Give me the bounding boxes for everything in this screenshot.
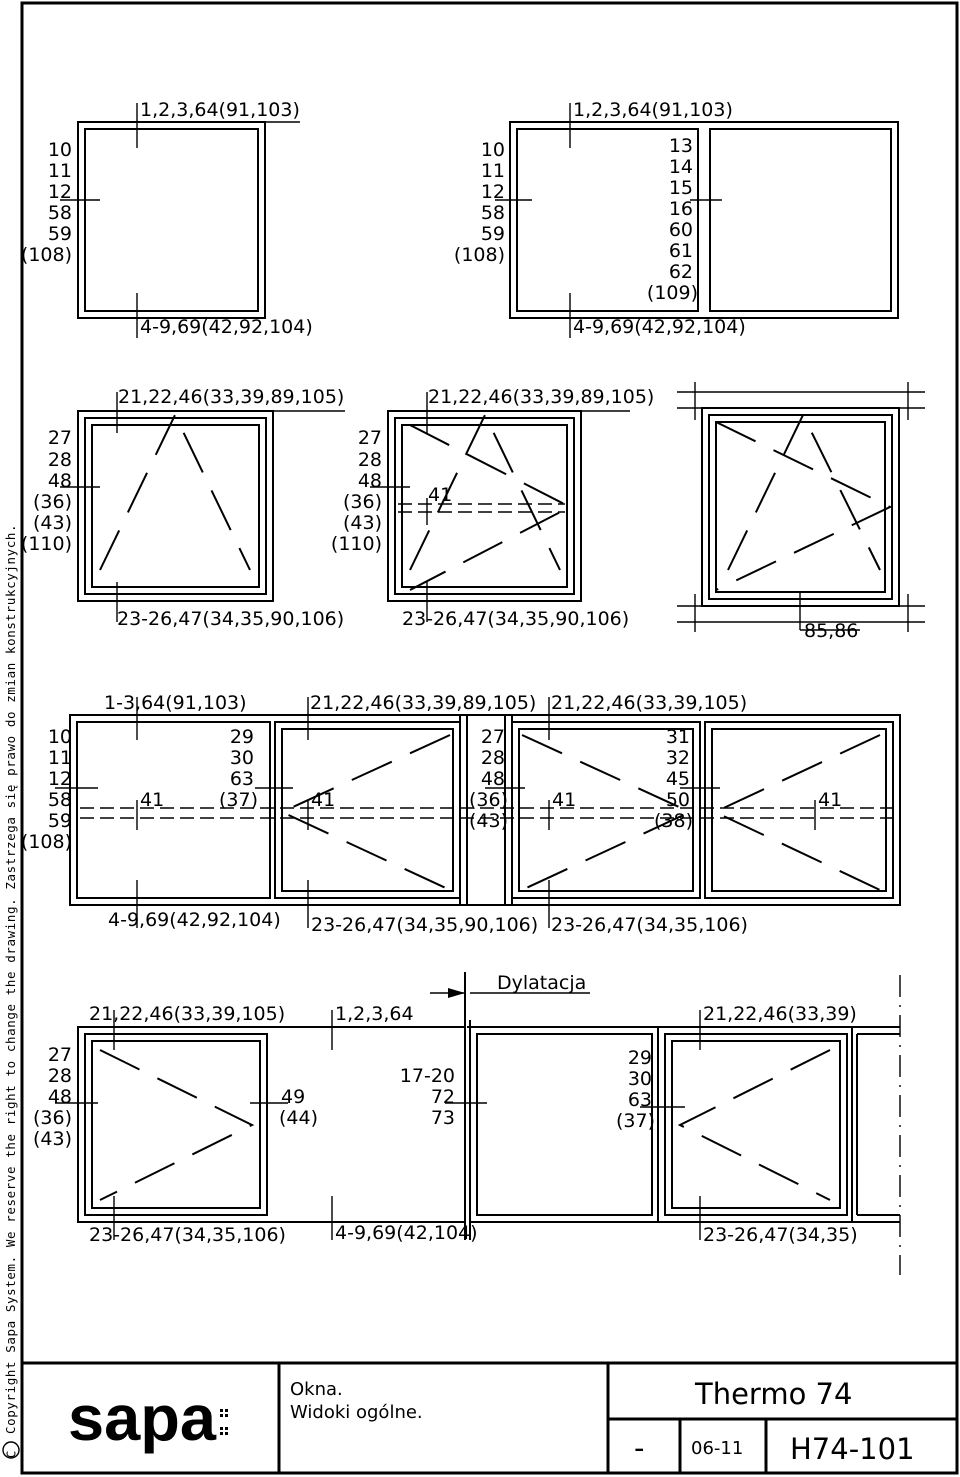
v4-handle-label: 41 xyxy=(428,484,453,506)
v6-mullion1-labels xyxy=(219,726,258,811)
v5-bottom-label: 85,86 xyxy=(804,620,859,642)
svg-text:28: 28 xyxy=(357,449,382,471)
svg-text:12: 12 xyxy=(480,181,505,203)
v6-bottom-label-2: 23-26,47(34,35,90,106) xyxy=(311,914,539,936)
view-tilt-window xyxy=(21,386,345,630)
view-fixed-window-with-mullion xyxy=(454,99,898,338)
v7-bottom-label-3: 23-26,47(34,35) xyxy=(703,1224,858,1246)
svg-text:13: 13 xyxy=(668,135,693,157)
svg-text:15: 15 xyxy=(668,177,693,199)
svg-text:17-20: 17-20 xyxy=(399,1065,455,1087)
svg-text:27: 27 xyxy=(47,1044,72,1066)
svg-text:59: 59 xyxy=(480,223,505,245)
svg-text:48: 48 xyxy=(357,470,382,492)
svg-text:58: 58 xyxy=(480,202,505,224)
view-fixed-window xyxy=(21,99,313,338)
svg-text:60: 60 xyxy=(668,219,693,241)
v6-top-label-1: 1-3,64(91,103) xyxy=(104,692,247,714)
svg-text:62: 62 xyxy=(668,261,693,283)
svg-text:58: 58 xyxy=(47,789,72,811)
v2-bottom-label: 4-9,69(42,92,104) xyxy=(573,316,746,338)
copyright-text: Copyright Sapa System. We reserve the right to change the drawing. Zastrzega się prawo do zmian konstrukcyjnych. xyxy=(3,523,18,1434)
v7-mullion3-labels xyxy=(616,1047,655,1132)
v6-top-label-3: 21,22,46(33,39,105) xyxy=(551,692,748,714)
svg-text:73: 73 xyxy=(430,1107,455,1129)
v7-bottom-label-2: 4-9,69(42,104) xyxy=(335,1222,478,1244)
description-line-2: Widoki ogólne. xyxy=(290,1402,423,1423)
svg-text:(43): (43) xyxy=(468,810,508,832)
svg-text:63: 63 xyxy=(627,1089,652,1111)
svg-text:49: 49 xyxy=(281,1086,306,1108)
v2-mullion-labels xyxy=(647,135,698,304)
v7-left-labels xyxy=(33,1044,72,1150)
v3-left-labels xyxy=(21,427,72,555)
view-four-part-window xyxy=(21,692,900,936)
svg-text:48: 48 xyxy=(47,470,72,492)
svg-text:12: 12 xyxy=(47,768,72,790)
v6-handle-label-1: 41 xyxy=(140,789,165,811)
v3-top-label: 21,22,46(33,39,89,105) xyxy=(118,386,345,408)
svg-text:48: 48 xyxy=(47,1086,72,1108)
v6-bottom-label-3: 23-26,47(34,35,106) xyxy=(551,914,748,936)
v7-dylatacja-label: Dylatacja xyxy=(497,972,587,994)
svg-text:(36): (36) xyxy=(342,491,382,513)
v7-top-label-2: 1,2,3,64 xyxy=(335,1003,414,1025)
copyright-symbol: C xyxy=(3,1449,19,1459)
svg-text:(43): (43) xyxy=(32,512,72,534)
svg-text:(108): (108) xyxy=(20,831,72,853)
svg-text:11: 11 xyxy=(47,160,72,182)
v6-left-labels xyxy=(21,726,72,853)
svg-text:27: 27 xyxy=(47,427,72,449)
v6-top-label-2: 21,22,46(33,39,89,105) xyxy=(310,692,537,714)
v2-left-labels xyxy=(454,139,505,266)
svg-text:32: 32 xyxy=(665,747,690,769)
svg-text:16: 16 xyxy=(668,198,693,220)
v7-mullion2-labels xyxy=(400,1065,455,1129)
svg-text:30: 30 xyxy=(627,1068,652,1090)
svg-text:10: 10 xyxy=(47,139,72,161)
svg-text:59: 59 xyxy=(47,223,72,245)
svg-text:10: 10 xyxy=(480,139,505,161)
svg-text:(36): (36) xyxy=(32,491,72,513)
svg-text:14: 14 xyxy=(668,156,693,178)
v4-bottom-label: 23-26,47(34,35,90,106) xyxy=(402,608,630,630)
svg-text:29: 29 xyxy=(627,1047,652,1069)
copyright-strip xyxy=(3,524,19,1458)
v6-handle-label-2: 41 xyxy=(311,789,336,811)
svg-text:10: 10 xyxy=(47,726,72,748)
v7-top-label-3: 21,22,46(33,39) xyxy=(703,1003,857,1025)
svg-text:29: 29 xyxy=(229,726,254,748)
svg-text:28: 28 xyxy=(47,449,72,471)
v6-handle-label-3: 41 xyxy=(552,789,577,811)
drawing-number: H74-101 xyxy=(790,1432,915,1466)
v6-mullion2-labels xyxy=(469,726,508,832)
svg-text:(108): (108) xyxy=(20,244,72,266)
view-window-with-expansion-joint xyxy=(33,972,900,1275)
sapa-logo-text: sapa xyxy=(68,1382,217,1454)
svg-text:58: 58 xyxy=(47,202,72,224)
svg-text:(43): (43) xyxy=(32,1128,72,1150)
v4-left-labels xyxy=(331,427,382,555)
svg-text:(110): (110) xyxy=(20,533,72,555)
svg-text:(37): (37) xyxy=(218,789,258,811)
v6-handle-label-4: 41 xyxy=(818,789,843,811)
v7-bottom-label-1: 23-26,47(34,35,106) xyxy=(89,1224,286,1246)
svg-text:27: 27 xyxy=(357,427,382,449)
svg-text:45: 45 xyxy=(665,768,690,790)
v1-left-labels xyxy=(21,139,72,266)
v6-mullion3-labels xyxy=(654,726,693,832)
view-window-in-wall xyxy=(677,382,925,642)
svg-text:11: 11 xyxy=(47,747,72,769)
svg-text:(44): (44) xyxy=(279,1107,319,1129)
svg-text:(36): (36) xyxy=(468,789,508,811)
v1-bottom-label: 4-9,69(42,92,104) xyxy=(140,316,313,338)
svg-text:61: 61 xyxy=(668,240,693,262)
v7-mullion1-labels xyxy=(279,1086,318,1129)
svg-text:(43): (43) xyxy=(342,512,382,534)
svg-text:72: 72 xyxy=(430,1086,455,1108)
v2-top-label: 1,2,3,64(91,103) xyxy=(573,99,733,121)
sapa-logo xyxy=(68,1382,228,1454)
v6-bottom-label-1: 4-9,69(42,92,104) xyxy=(108,909,281,931)
title-block xyxy=(68,1363,957,1473)
svg-text:(37): (37) xyxy=(615,1110,655,1132)
svg-text:(109): (109) xyxy=(646,282,698,304)
svg-text:31: 31 xyxy=(665,726,690,748)
date-code: 06-11 xyxy=(691,1438,744,1459)
svg-text:27: 27 xyxy=(480,726,505,748)
svg-text:30: 30 xyxy=(229,747,254,769)
svg-text:50: 50 xyxy=(665,789,690,811)
svg-text:63: 63 xyxy=(229,768,254,790)
svg-text:28: 28 xyxy=(47,1065,72,1087)
revision: - xyxy=(634,1431,645,1465)
svg-text:48: 48 xyxy=(480,768,505,790)
v1-top-label: 1,2,3,64(91,103) xyxy=(140,99,300,121)
description-line-1: Okna. xyxy=(290,1379,343,1400)
svg-text:(36): (36) xyxy=(32,1107,72,1129)
system-name: Thermo 74 xyxy=(695,1377,853,1411)
svg-text:(110): (110) xyxy=(330,533,382,555)
svg-text:59: 59 xyxy=(47,810,72,832)
svg-text:(38): (38) xyxy=(653,810,693,832)
svg-text:28: 28 xyxy=(480,747,505,769)
v7-top-label-1: 21,22,46(33,39,105) xyxy=(89,1003,286,1025)
svg-text:(108): (108) xyxy=(453,244,505,266)
view-tilt-turn-window xyxy=(331,386,654,630)
svg-text:11: 11 xyxy=(480,160,505,182)
v4-top-label: 21,22,46(33,39,89,105) xyxy=(428,386,655,408)
svg-text:12: 12 xyxy=(47,181,72,203)
v3-bottom-label: 23-26,47(34,35,90,106) xyxy=(117,608,345,630)
